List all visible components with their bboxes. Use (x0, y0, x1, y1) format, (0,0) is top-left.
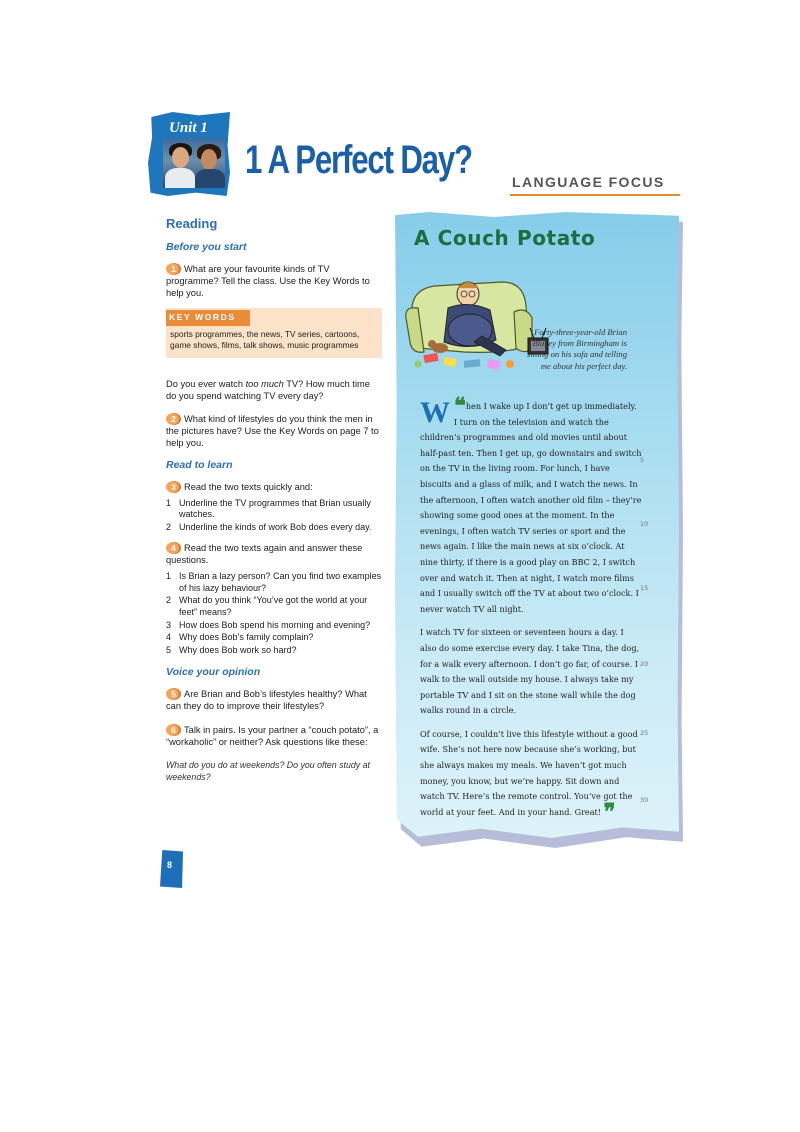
question-2: 2 What kind of lifestyles do you think the men in the pictures have? Use the Key Words on page 7 to help you. (166, 413, 379, 448)
question-6: 6 Talk in pairs. Is your partner a “couch potato”, a “workaholic” or neither? Ask questions like these: (166, 725, 379, 748)
unit-photo (163, 138, 225, 188)
list-item: 3 How does Bob spend his morning and evening? (166, 619, 371, 630)
line-number: 10 (640, 520, 649, 528)
list-item: 1 Is Brian a lazy person? Can you find two examples of his lazy behaviour? (166, 571, 382, 593)
key-words-box (166, 308, 382, 358)
question-number-4: 4 (166, 542, 181, 554)
voice-your-opinion-heading: Voice your opinion (166, 666, 261, 679)
section-rule (510, 194, 680, 196)
list-item: 2 Underline the kinds of work Bob does every day. (166, 521, 372, 532)
question-3: 3 Read the two texts quickly and: (166, 481, 382, 493)
drop-cap: W (420, 396, 450, 429)
list-item: 5 Why does Bob work so hard? (166, 644, 297, 655)
read-to-learn-heading: Read to learn (166, 458, 233, 471)
line-number: 25 (640, 729, 649, 737)
key-words-list: sports programmes, the news, TV series, cartoons, game shows, films, talk shows, music programmes (170, 328, 360, 350)
line-number: 15 (640, 584, 649, 592)
example-questions: What do you do at weekends? Do you often study at weekends? (166, 760, 370, 783)
exercises-column (166, 218, 382, 783)
panel-title: A Couch Potato (414, 226, 596, 250)
page-title: 1 A Perfect Day? (245, 138, 472, 182)
section-label: LANGUAGE FOCUS (512, 174, 665, 190)
page-number: 8 (167, 860, 173, 870)
key-words-title: KEY WORDS (166, 310, 250, 326)
line-number: 20 (640, 660, 649, 668)
photo-caption: Forty-three-year-old Brian Blakey from Birmingham is sitting on his sofa and telling me about his perfect day. (526, 327, 627, 371)
question-number-1: 1 (166, 263, 181, 275)
question-number-5: 5 (166, 688, 181, 700)
list-item: 2 What do you think “You’ve got the world at your feet” means? (166, 595, 368, 618)
story-paragraph-3: Of course, I couldn’t live this lifestyle without a good wife. She’s not here now because she’s working, but she always makes my meals. We haven’t got much money, you know, but we’re happy. Sit down and watch TV. Here’s the remote control. You’ve got the world at your feet. And in your hand. Great! ❞ (420, 728, 638, 825)
question-number-3: 3 (166, 481, 181, 493)
list-item: 1 Underline the TV programmes that Brian usually watches. (166, 497, 371, 520)
question-1: 1 What are your favourite kinds of TV programme? Tell the class. Use the Key Words to help you. (166, 264, 370, 298)
list-item: 4 Why does Bob’s family complain? (166, 632, 314, 643)
tv-time-question: Do you ever watch too much TV? How much time do you spend watching TV every day? (166, 378, 370, 401)
close-quote-icon: ❞ (603, 798, 616, 825)
story-paragraph-2: I watch TV for sixteen or seventeen hours a day. I also do some exercise every day. I take Tina, the dog, for a walk every afternoon. I don’t go far, of course. I walk to the wall outside my house. I always take my portable TV and I sit on the stone wall while the dog walks round in a circle. (420, 627, 640, 716)
question-number-2: 2 (166, 413, 181, 425)
line-number: 30 (640, 796, 649, 804)
open-quote-icon: ❝ (454, 393, 466, 419)
line-number: 5 (640, 456, 645, 464)
question-number-6: 6 (166, 724, 181, 736)
question-5: 5 Are Brian and Bob’s lifestyles healthy? What can they do to improve their lifestyles? (166, 689, 367, 712)
reading-heading: Reading (166, 216, 218, 231)
story-paragraph-1: ❝ W hen I wake up I don’t get up immediately. I turn on the television and watch the children’s programmes and old movies until about half-past ten. Then I get up, go downstairs and switch on the TV in the living room. For lunch, I have biscuits and a glass of milk, and I watch the news. In the afternoon, I often watch another old film – they’re showing some good ones at the moment. In the evenings, I often watch TV series or sport and the news again. I like the main news at six o’clock. At nine thirty, if there is a good play on BBC 2, I switch over and watch it. Then at night, I watch more films and I usually switch off the TV at about two o’clock. I never watch TV all night. (420, 393, 642, 614)
unit-label: Unit 1 (169, 120, 208, 136)
question-4-list (166, 571, 382, 656)
question-4: 4 Read the two texts again and answer these questions. (166, 543, 363, 566)
question-3-list (166, 498, 382, 534)
before-you-start-heading: Before you start (166, 241, 247, 253)
